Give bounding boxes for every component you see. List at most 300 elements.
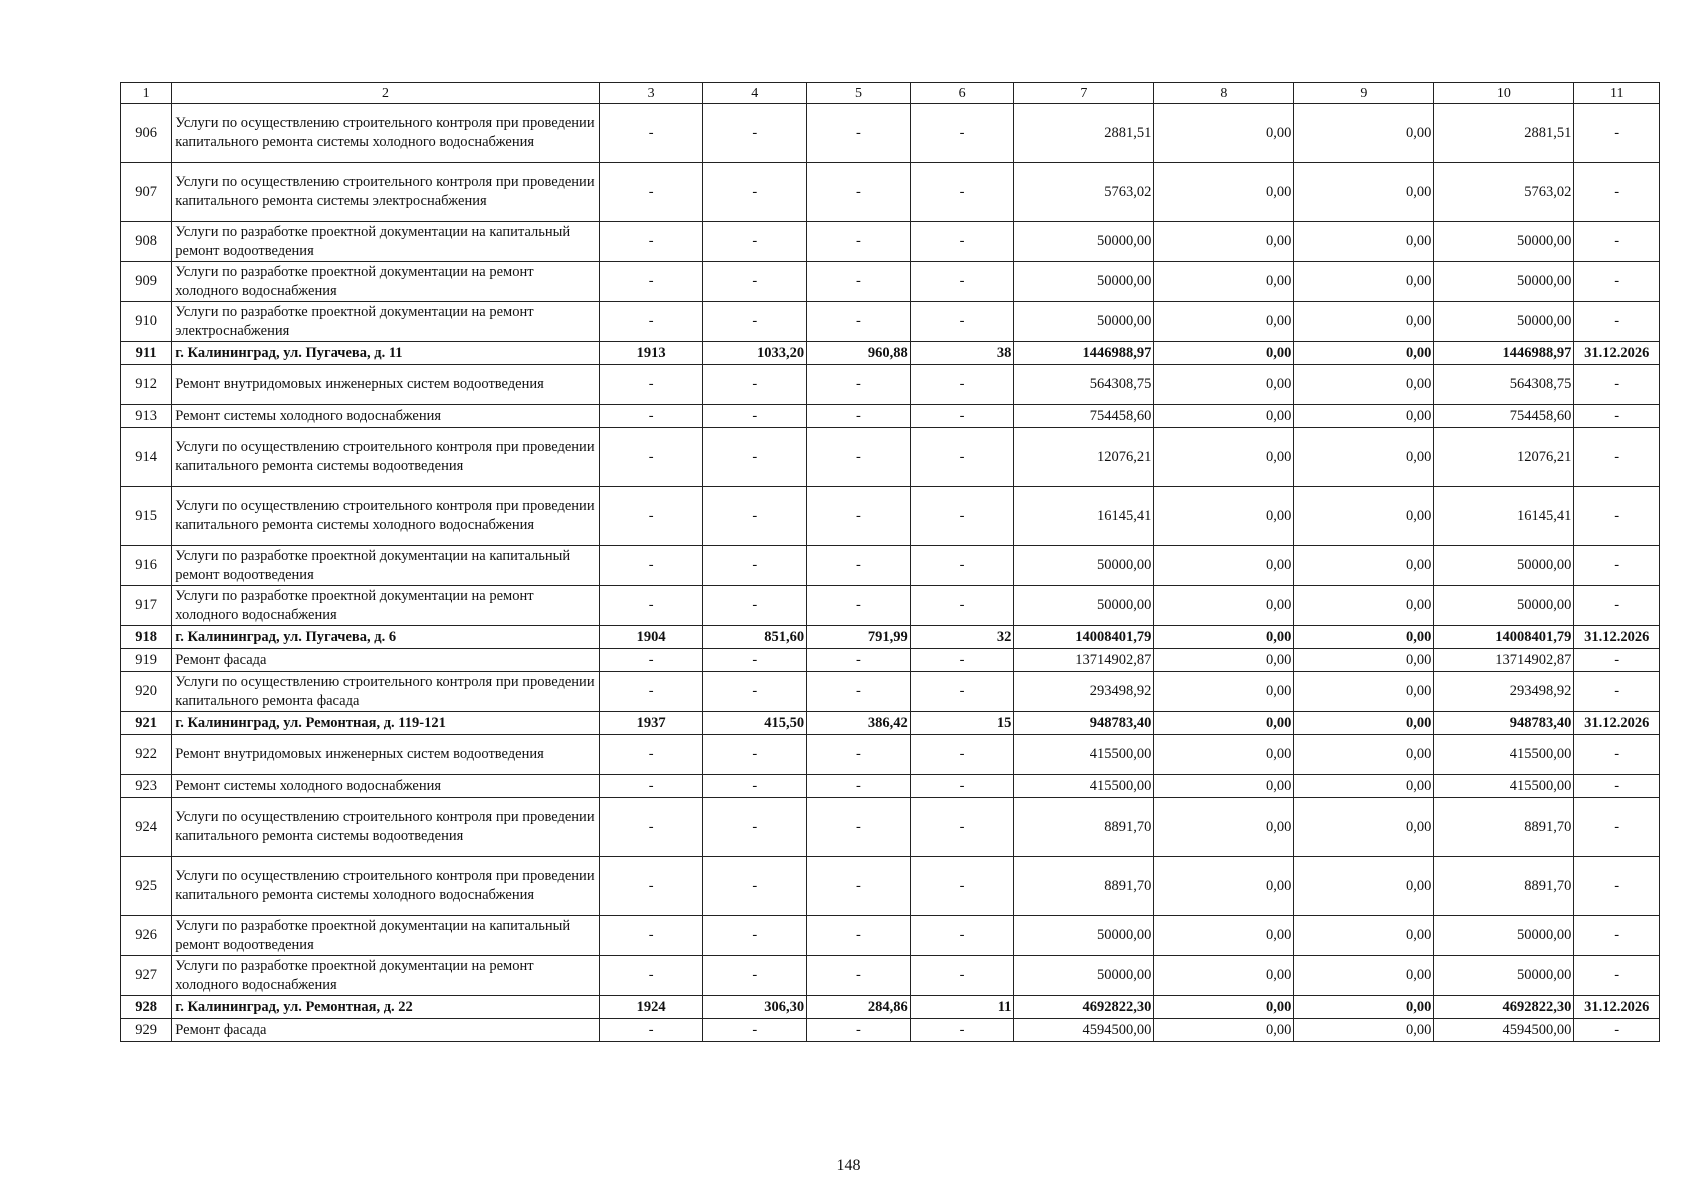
work-description: г. Калининград, ул. Ремонтная, д. 22 — [172, 996, 600, 1019]
table-row — [121, 487, 1660, 546]
col-6-cell: - — [910, 775, 1014, 798]
table-row — [121, 649, 1660, 672]
col-6-cell: - — [910, 956, 1014, 996]
col-3-cell: - — [599, 916, 703, 956]
col-3-cell: - — [599, 956, 703, 996]
col-4-cell: 851,60 — [703, 626, 807, 649]
col-6-cell: - — [910, 222, 1014, 262]
work-description: Услуги по разработке проектной документации на ремонт холодного водоснабжения — [172, 586, 600, 626]
col-10-cell: 754458,60 — [1434, 405, 1574, 428]
table-row — [121, 775, 1660, 798]
col-9-cell: 0,00 — [1294, 1019, 1434, 1042]
col-9-cell: 0,00 — [1294, 586, 1434, 626]
table-row — [121, 586, 1660, 626]
table-row — [121, 1019, 1660, 1042]
col-11-cell: - — [1574, 262, 1660, 302]
col-9-cell: 0,00 — [1294, 546, 1434, 586]
col-6-cell: - — [910, 1019, 1014, 1042]
col-10-cell: 4692822,30 — [1434, 996, 1574, 1019]
col-8-cell: 0,00 — [1154, 1019, 1294, 1042]
col-4-cell: - — [703, 104, 807, 163]
col-5-cell: - — [807, 428, 911, 487]
col-11-cell: - — [1574, 405, 1660, 428]
col-4-cell: - — [703, 735, 807, 775]
work-description: Ремонт системы холодного водоснабжения — [172, 775, 600, 798]
col-3-cell: - — [599, 104, 703, 163]
work-description: Ремонт системы холодного водоснабжения — [172, 405, 600, 428]
page-number: 148 — [836, 1157, 861, 1174]
col-10-cell: 13714902,87 — [1434, 649, 1574, 672]
col-8-cell: 0,00 — [1154, 916, 1294, 956]
col-5-cell: - — [807, 857, 911, 916]
col-11-cell: - — [1574, 428, 1660, 487]
col-3-cell: 1913 — [599, 342, 703, 365]
table-row — [121, 916, 1660, 956]
col-9-cell: 0,00 — [1294, 365, 1434, 405]
address-row — [121, 996, 1660, 1019]
col-6-cell: - — [910, 163, 1014, 222]
col-6-cell: - — [910, 104, 1014, 163]
col-11-cell: - — [1574, 735, 1660, 775]
col-5-cell: - — [807, 586, 911, 626]
col-9-cell: 0,00 — [1294, 775, 1434, 798]
col-6-cell: - — [910, 428, 1014, 487]
col-8-cell: 0,00 — [1154, 262, 1294, 302]
col-7-cell: 415500,00 — [1014, 775, 1154, 798]
col-4-cell: - — [703, 262, 807, 302]
table-row — [121, 405, 1660, 428]
col-10-cell: 50000,00 — [1434, 586, 1574, 626]
col-8-cell: 0,00 — [1154, 365, 1294, 405]
col-7-cell: 4594500,00 — [1014, 1019, 1154, 1042]
col-8-cell: 0,00 — [1154, 104, 1294, 163]
col-4-cell: - — [703, 857, 807, 916]
col-7-cell: 50000,00 — [1014, 956, 1154, 996]
col-5-cell: - — [807, 798, 911, 857]
row-number: 911 — [121, 342, 172, 365]
col-7-cell: 50000,00 — [1014, 222, 1154, 262]
col-6-cell: - — [910, 798, 1014, 857]
col-3-cell: 1904 — [599, 626, 703, 649]
col-11-cell: - — [1574, 163, 1660, 222]
address-row — [121, 712, 1660, 735]
col-6-cell: - — [910, 672, 1014, 712]
col-6-cell: - — [910, 405, 1014, 428]
work-description: Услуги по осуществлению строительного контроля при проведении капитального ремонта системы водоотведения — [172, 428, 600, 487]
column-number-6: 6 — [910, 83, 1014, 104]
column-number-5: 5 — [807, 83, 911, 104]
col-7-cell: 50000,00 — [1014, 302, 1154, 342]
col-4-cell: - — [703, 302, 807, 342]
col-4-cell: 306,30 — [703, 996, 807, 1019]
col-11-cell: - — [1574, 546, 1660, 586]
col-8-cell: 0,00 — [1154, 956, 1294, 996]
col-5-cell: - — [807, 672, 911, 712]
col-10-cell: 415500,00 — [1434, 775, 1574, 798]
col-3-cell: - — [599, 857, 703, 916]
col-11-cell: - — [1574, 222, 1660, 262]
work-description: г. Калининград, ул. Пугачева, д. 11 — [172, 342, 600, 365]
col-9-cell: 0,00 — [1294, 649, 1434, 672]
col-8-cell: 0,00 — [1154, 428, 1294, 487]
col-9-cell: 0,00 — [1294, 262, 1434, 302]
work-description: Услуги по осуществлению строительного контроля при проведении капитального ремонта системы водоотведения — [172, 798, 600, 857]
col-8-cell: 0,00 — [1154, 163, 1294, 222]
col-8-cell: 0,00 — [1154, 342, 1294, 365]
col-5-cell: - — [807, 163, 911, 222]
row-number: 926 — [121, 916, 172, 956]
column-number-8: 8 — [1154, 83, 1294, 104]
col-10-cell: 4594500,00 — [1434, 1019, 1574, 1042]
col-3-cell: - — [599, 1019, 703, 1042]
work-description: Услуги по осуществлению строительного контроля при проведении капитального ремонта системы холодного водоснабжения — [172, 104, 600, 163]
address-row — [121, 626, 1660, 649]
row-number: 909 — [121, 262, 172, 302]
work-description: Услуги по разработке проектной документации на ремонт электроснабжения — [172, 302, 600, 342]
col-9-cell: 0,00 — [1294, 428, 1434, 487]
col-7-cell: 2881,51 — [1014, 104, 1154, 163]
col-3-cell: - — [599, 672, 703, 712]
col-10-cell: 948783,40 — [1434, 712, 1574, 735]
col-4-cell: - — [703, 916, 807, 956]
col-8-cell: 0,00 — [1154, 586, 1294, 626]
col-11-cell: - — [1574, 916, 1660, 956]
col-4-cell: - — [703, 798, 807, 857]
col-7-cell: 50000,00 — [1014, 586, 1154, 626]
col-8-cell: 0,00 — [1154, 798, 1294, 857]
col-10-cell: 50000,00 — [1434, 302, 1574, 342]
col-5-cell: - — [807, 104, 911, 163]
col-7-cell: 4692822,30 — [1014, 996, 1154, 1019]
table-row — [121, 857, 1660, 916]
col-4-cell: - — [703, 428, 807, 487]
col-9-cell: 0,00 — [1294, 672, 1434, 712]
col-11-cell: - — [1574, 775, 1660, 798]
table-row — [121, 735, 1660, 775]
row-number: 919 — [121, 649, 172, 672]
row-number: 906 — [121, 104, 172, 163]
table-row — [121, 262, 1660, 302]
col-8-cell: 0,00 — [1154, 626, 1294, 649]
col-10-cell: 8891,70 — [1434, 857, 1574, 916]
work-description: Услуги по разработке проектной документации на капитальный ремонт водоотведения — [172, 546, 600, 586]
col-8-cell: 0,00 — [1154, 487, 1294, 546]
col-3-cell: - — [599, 405, 703, 428]
col-4-cell: - — [703, 222, 807, 262]
col-11-cell: 31.12.2026 — [1574, 342, 1660, 365]
col-3-cell: - — [599, 365, 703, 405]
col-10-cell: 50000,00 — [1434, 262, 1574, 302]
work-description: Услуги по разработке проектной документации на капитальный ремонт водоотведения — [172, 222, 600, 262]
row-number: 917 — [121, 586, 172, 626]
column-number-4: 4 — [703, 83, 807, 104]
col-11-cell: - — [1574, 302, 1660, 342]
col-5-cell: - — [807, 487, 911, 546]
work-description: г. Калининград, ул. Пугачева, д. 6 — [172, 626, 600, 649]
col-3-cell: 1937 — [599, 712, 703, 735]
col-3-cell: - — [599, 546, 703, 586]
column-number-1: 1 — [121, 83, 172, 104]
col-9-cell: 0,00 — [1294, 342, 1434, 365]
row-number: 912 — [121, 365, 172, 405]
col-7-cell: 8891,70 — [1014, 798, 1154, 857]
col-8-cell: 0,00 — [1154, 649, 1294, 672]
table-row — [121, 302, 1660, 342]
col-3-cell: - — [599, 262, 703, 302]
col-8-cell: 0,00 — [1154, 996, 1294, 1019]
col-6-cell: - — [910, 649, 1014, 672]
col-3-cell: - — [599, 735, 703, 775]
col-3-cell: - — [599, 798, 703, 857]
work-description: Услуги по осуществлению строительного контроля при проведении капитального ремонта системы холодного водоснабжения — [172, 857, 600, 916]
col-4-cell: - — [703, 1019, 807, 1042]
col-10-cell: 8891,70 — [1434, 798, 1574, 857]
col-5-cell: - — [807, 365, 911, 405]
col-7-cell: 13714902,87 — [1014, 649, 1154, 672]
work-description: Услуги по осуществлению строительного контроля при проведении капитального ремонта фасада — [172, 672, 600, 712]
col-11-cell: - — [1574, 956, 1660, 996]
table-row — [121, 956, 1660, 996]
work-description: г. Калининград, ул. Ремонтная, д. 119-121 — [172, 712, 600, 735]
col-5-cell: - — [807, 546, 911, 586]
col-10-cell: 293498,92 — [1434, 672, 1574, 712]
row-number: 910 — [121, 302, 172, 342]
table-row — [121, 365, 1660, 405]
column-number-7: 7 — [1014, 83, 1154, 104]
column-number-11: 11 — [1574, 83, 1660, 104]
col-7-cell: 948783,40 — [1014, 712, 1154, 735]
col-11-cell: 31.12.2026 — [1574, 626, 1660, 649]
col-3-cell: - — [599, 775, 703, 798]
col-8-cell: 0,00 — [1154, 302, 1294, 342]
col-11-cell: - — [1574, 672, 1660, 712]
col-9-cell: 0,00 — [1294, 104, 1434, 163]
col-6-cell: 38 — [910, 342, 1014, 365]
col-10-cell: 12076,21 — [1434, 428, 1574, 487]
col-3-cell: - — [599, 586, 703, 626]
works-table — [120, 82, 1660, 1042]
row-number: 927 — [121, 956, 172, 996]
work-description: Услуги по осуществлению строительного контроля при проведении капитального ремонта системы электроснабжения — [172, 163, 600, 222]
col-3-cell: - — [599, 222, 703, 262]
col-5-cell: - — [807, 649, 911, 672]
col-9-cell: 0,00 — [1294, 956, 1434, 996]
col-10-cell: 50000,00 — [1434, 222, 1574, 262]
work-description: Услуги по разработке проектной документации на ремонт холодного водоснабжения — [172, 956, 600, 996]
col-5-cell: 386,42 — [807, 712, 911, 735]
col-9-cell: 0,00 — [1294, 487, 1434, 546]
col-10-cell: 50000,00 — [1434, 916, 1574, 956]
col-5-cell: - — [807, 916, 911, 956]
col-5-cell: - — [807, 222, 911, 262]
col-6-cell: - — [910, 586, 1014, 626]
col-4-cell: - — [703, 956, 807, 996]
col-9-cell: 0,00 — [1294, 163, 1434, 222]
col-9-cell: 0,00 — [1294, 916, 1434, 956]
col-10-cell: 2881,51 — [1434, 104, 1574, 163]
row-number: 929 — [121, 1019, 172, 1042]
col-5-cell: 791,99 — [807, 626, 911, 649]
col-8-cell: 0,00 — [1154, 405, 1294, 428]
col-4-cell: - — [703, 586, 807, 626]
col-7-cell: 50000,00 — [1014, 916, 1154, 956]
col-7-cell: 1446988,97 — [1014, 342, 1154, 365]
column-number-10: 10 — [1434, 83, 1574, 104]
col-8-cell: 0,00 — [1154, 222, 1294, 262]
row-number: 925 — [121, 857, 172, 916]
col-10-cell: 415500,00 — [1434, 735, 1574, 775]
table-row — [121, 672, 1660, 712]
col-10-cell: 14008401,79 — [1434, 626, 1574, 649]
col-11-cell: - — [1574, 487, 1660, 546]
col-11-cell: - — [1574, 649, 1660, 672]
col-3-cell: - — [599, 163, 703, 222]
col-6-cell: - — [910, 857, 1014, 916]
work-description: Ремонт фасада — [172, 1019, 600, 1042]
work-description: Услуги по осуществлению строительного контроля при проведении капитального ремонта системы холодного водоснабжения — [172, 487, 600, 546]
col-11-cell: - — [1574, 857, 1660, 916]
col-3-cell: - — [599, 428, 703, 487]
column-number-2: 2 — [172, 83, 600, 104]
col-7-cell: 564308,75 — [1014, 365, 1154, 405]
col-7-cell: 293498,92 — [1014, 672, 1154, 712]
col-9-cell: 0,00 — [1294, 857, 1434, 916]
col-11-cell: 31.12.2026 — [1574, 712, 1660, 735]
row-number: 916 — [121, 546, 172, 586]
col-6-cell: 32 — [910, 626, 1014, 649]
work-description: Услуги по разработке проектной документации на ремонт холодного водоснабжения — [172, 262, 600, 302]
col-9-cell: 0,00 — [1294, 798, 1434, 857]
table-body — [121, 104, 1660, 1042]
col-4-cell: - — [703, 487, 807, 546]
row-number: 924 — [121, 798, 172, 857]
col-9-cell: 0,00 — [1294, 222, 1434, 262]
table-row — [121, 546, 1660, 586]
column-number-3: 3 — [599, 83, 703, 104]
col-10-cell: 1446988,97 — [1434, 342, 1574, 365]
col-9-cell: 0,00 — [1294, 735, 1434, 775]
col-4-cell: 1033,20 — [703, 342, 807, 365]
col-7-cell: 50000,00 — [1014, 262, 1154, 302]
col-9-cell: 0,00 — [1294, 302, 1434, 342]
col-5-cell: - — [807, 1019, 911, 1042]
col-8-cell: 0,00 — [1154, 775, 1294, 798]
row-number: 918 — [121, 626, 172, 649]
col-7-cell: 415500,00 — [1014, 735, 1154, 775]
col-4-cell: - — [703, 365, 807, 405]
row-number: 923 — [121, 775, 172, 798]
col-7-cell: 12076,21 — [1014, 428, 1154, 487]
col-5-cell: - — [807, 775, 911, 798]
col-9-cell: 0,00 — [1294, 405, 1434, 428]
col-5-cell: - — [807, 956, 911, 996]
col-6-cell: - — [910, 735, 1014, 775]
col-4-cell: 415,50 — [703, 712, 807, 735]
row-number: 921 — [121, 712, 172, 735]
col-9-cell: 0,00 — [1294, 712, 1434, 735]
col-8-cell: 0,00 — [1154, 546, 1294, 586]
col-6-cell: - — [910, 546, 1014, 586]
work-description: Услуги по разработке проектной документации на капитальный ремонт водоотведения — [172, 916, 600, 956]
col-8-cell: 0,00 — [1154, 735, 1294, 775]
col-3-cell: 1924 — [599, 996, 703, 1019]
col-11-cell: - — [1574, 1019, 1660, 1042]
document-page — [120, 82, 1660, 1042]
col-5-cell: - — [807, 262, 911, 302]
col-11-cell: - — [1574, 365, 1660, 405]
col-10-cell: 16145,41 — [1434, 487, 1574, 546]
col-10-cell: 564308,75 — [1434, 365, 1574, 405]
col-11-cell: - — [1574, 798, 1660, 857]
col-7-cell: 8891,70 — [1014, 857, 1154, 916]
row-number: 907 — [121, 163, 172, 222]
col-3-cell: - — [599, 487, 703, 546]
column-number-9: 9 — [1294, 83, 1434, 104]
col-4-cell: - — [703, 163, 807, 222]
table-row — [121, 222, 1660, 262]
col-5-cell: - — [807, 735, 911, 775]
row-number: 908 — [121, 222, 172, 262]
col-6-cell: - — [910, 262, 1014, 302]
col-3-cell: - — [599, 302, 703, 342]
col-4-cell: - — [703, 649, 807, 672]
column-number-row — [121, 83, 1660, 104]
col-10-cell: 5763,02 — [1434, 163, 1574, 222]
col-6-cell: - — [910, 916, 1014, 956]
row-number: 915 — [121, 487, 172, 546]
col-6-cell: 15 — [910, 712, 1014, 735]
col-10-cell: 50000,00 — [1434, 956, 1574, 996]
col-9-cell: 0,00 — [1294, 626, 1434, 649]
col-4-cell: - — [703, 546, 807, 586]
col-4-cell: - — [703, 672, 807, 712]
col-10-cell: 50000,00 — [1434, 546, 1574, 586]
table-row — [121, 163, 1660, 222]
row-number: 913 — [121, 405, 172, 428]
col-8-cell: 0,00 — [1154, 672, 1294, 712]
col-11-cell: - — [1574, 104, 1660, 163]
col-11-cell: 31.12.2026 — [1574, 996, 1660, 1019]
col-7-cell: 16145,41 — [1014, 487, 1154, 546]
col-11-cell: - — [1574, 586, 1660, 626]
col-9-cell: 0,00 — [1294, 996, 1434, 1019]
table-row — [121, 428, 1660, 487]
col-5-cell: - — [807, 302, 911, 342]
work-description: Ремонт внутридомовых инженерных систем водоотведения — [172, 735, 600, 775]
col-7-cell: 5763,02 — [1014, 163, 1154, 222]
col-5-cell: 284,86 — [807, 996, 911, 1019]
col-7-cell: 754458,60 — [1014, 405, 1154, 428]
col-8-cell: 0,00 — [1154, 712, 1294, 735]
col-5-cell: 960,88 — [807, 342, 911, 365]
col-6-cell: - — [910, 302, 1014, 342]
row-number: 920 — [121, 672, 172, 712]
col-5-cell: - — [807, 405, 911, 428]
col-3-cell: - — [599, 649, 703, 672]
work-description: Ремонт внутридомовых инженерных систем водоотведения — [172, 365, 600, 405]
col-4-cell: - — [703, 775, 807, 798]
table-row — [121, 798, 1660, 857]
col-7-cell: 14008401,79 — [1014, 626, 1154, 649]
col-6-cell: - — [910, 487, 1014, 546]
col-7-cell: 50000,00 — [1014, 546, 1154, 586]
work-description: Ремонт фасада — [172, 649, 600, 672]
row-number: 928 — [121, 996, 172, 1019]
col-8-cell: 0,00 — [1154, 857, 1294, 916]
table-row — [121, 104, 1660, 163]
col-6-cell: - — [910, 365, 1014, 405]
row-number: 922 — [121, 735, 172, 775]
